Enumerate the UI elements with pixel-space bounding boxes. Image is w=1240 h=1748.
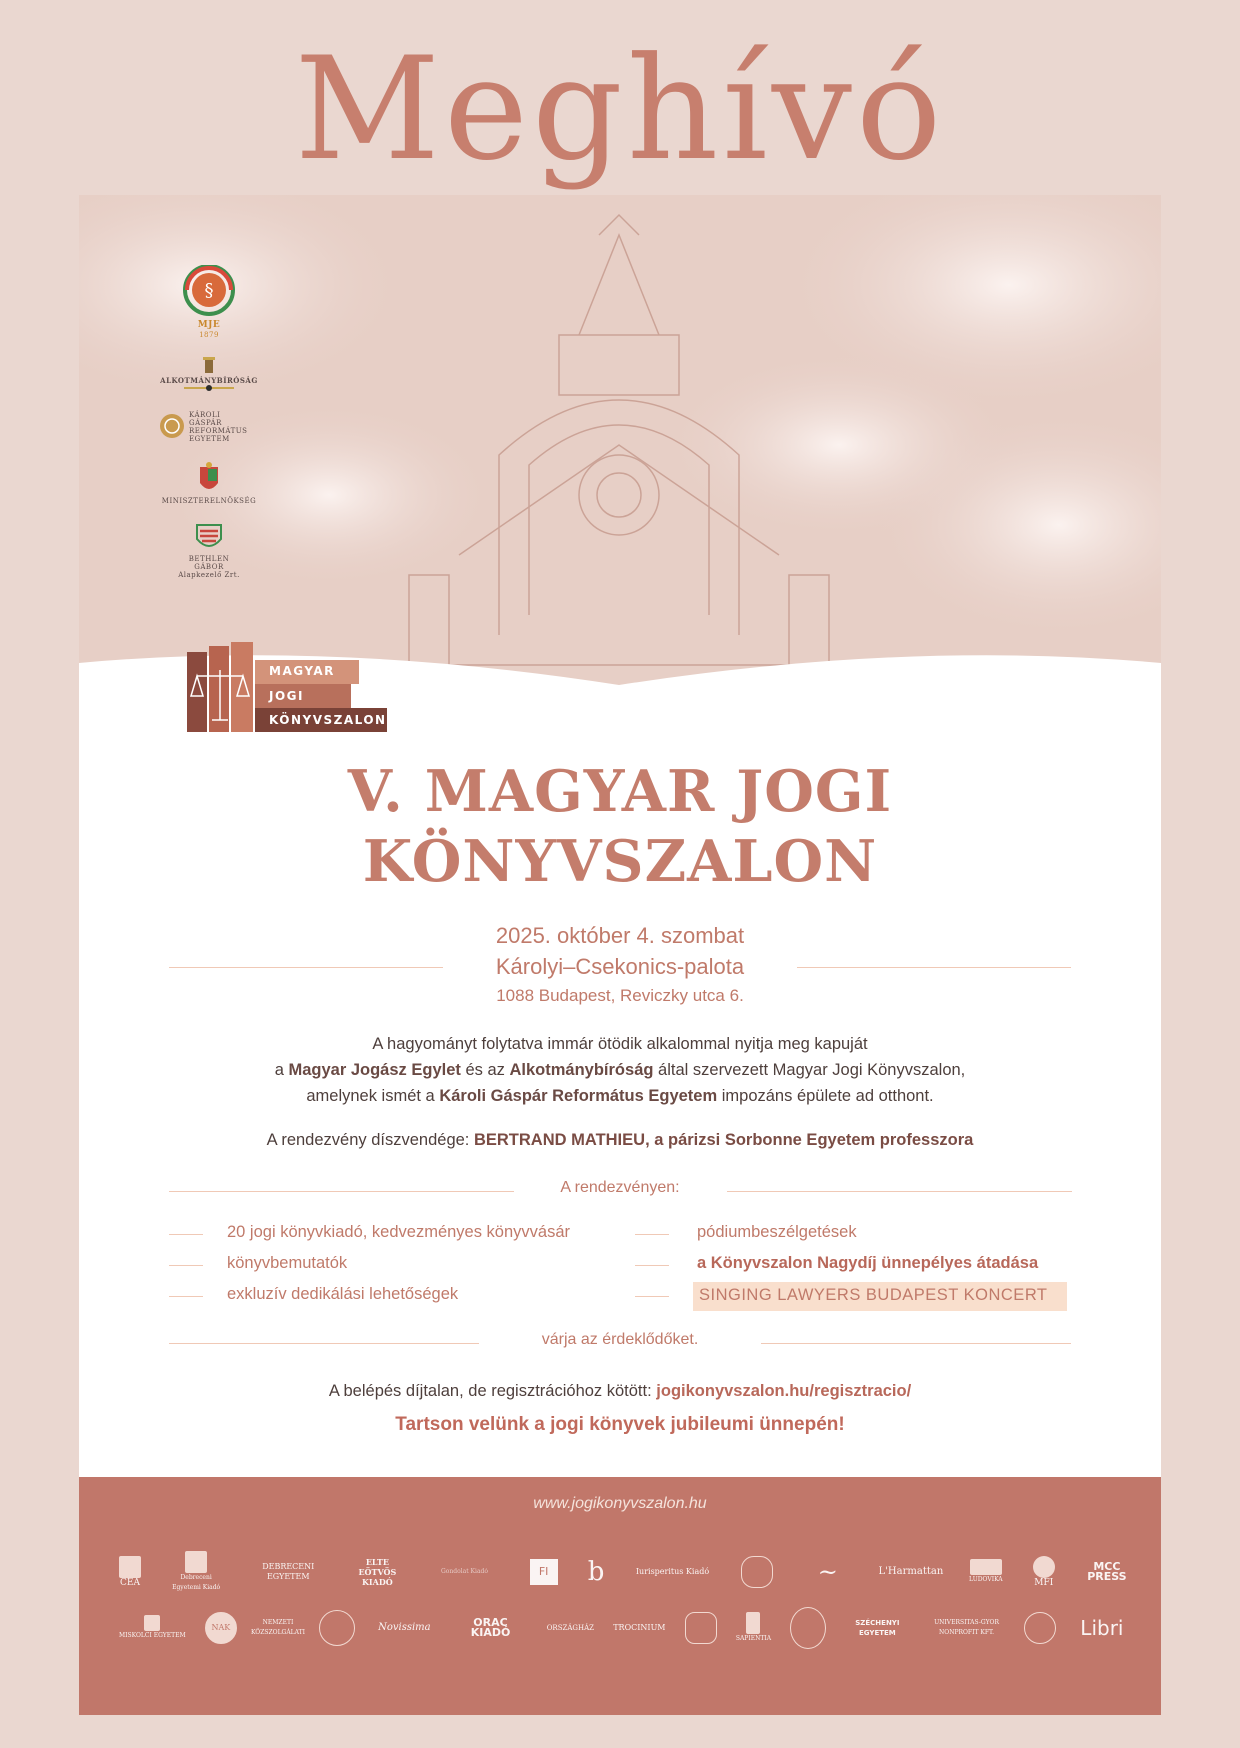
logo-text: NEMZETI KÖZSZOLGÁLATI: [250, 1619, 306, 1636]
guest-label: A rendezvény díszvendége:: [266, 1131, 474, 1149]
brand-line-3: KÖNYVSZALON: [269, 713, 387, 727]
text: impozáns épülete ad otthont.: [717, 1087, 934, 1105]
guest-of-honor: [79, 1131, 1161, 1150]
szechenyi-egyetem-logo: [845, 1618, 909, 1638]
publisher-logo: [685, 1612, 717, 1644]
event-address: 1088 Budapest, Reviczky utca 6.: [496, 986, 744, 1005]
event-details: [79, 920, 1161, 1010]
logo-text: ORSZÁGHÁZ: [546, 1624, 595, 1632]
mje-year: 1879: [199, 331, 219, 339]
logo-text: Debreceni Egyetemi Kiadó: [172, 1574, 221, 1591]
registration-link[interactable]: jogikonyvszalon.hu/regisztracio/: [656, 1382, 912, 1400]
logo-text: L'Harmattan: [878, 1566, 944, 1577]
logo-text: UNIVERSITAS-GYŐR NONPROFIT KFT.: [934, 1619, 999, 1636]
logo-text: ORAC KIADÓ: [470, 1616, 511, 1639]
elte-kiado-logo: [355, 1557, 399, 1587]
logo-mark: [970, 1559, 1002, 1575]
novissima-logo: [374, 1623, 434, 1633]
cea-logo: [119, 1556, 141, 1588]
program-label: A rendezvényen:: [560, 1179, 680, 1196]
intro-line-3: [79, 1083, 1161, 1109]
logo-text: TROCINIUM: [613, 1623, 666, 1632]
logo-text: Gondolat Kiadó: [441, 1568, 488, 1575]
registration-label: A belépés díjtalan, de regisztrációhoz kötött:: [328, 1382, 657, 1400]
org-kre: Károli Gáspár Református Egyetem: [439, 1087, 718, 1105]
event-venue: Károlyi–Csekonics-palota: [495, 954, 745, 979]
publisher-logo: [803, 1558, 853, 1586]
text: által szervezett Magyar Jogi Könyvszalon,: [653, 1061, 966, 1079]
publisher-logos-row-1: [119, 1551, 1129, 1593]
libri-logo: [1075, 1616, 1129, 1640]
invitation-card: [79, 195, 1161, 1715]
harmattan-logo: [878, 1566, 944, 1577]
mje-label: MJE: [197, 320, 221, 330]
program-item-concert: SINGING LAWYERS BUDAPEST KONCERT: [699, 1286, 1048, 1304]
miniszterelnokseg-logo: [159, 461, 259, 505]
brand-line-1: MAGYAR: [269, 664, 335, 678]
publisher-logo: [1024, 1612, 1056, 1644]
logo-mark: [119, 1556, 141, 1578]
guest-name: BERTRAND MATHIEU, a párizsi Sorbonne Egyetem professzora: [473, 1131, 974, 1149]
intro-text: [79, 1031, 1161, 1109]
bullet-dash: [169, 1296, 203, 1297]
text: a: [274, 1061, 289, 1079]
orszaghaz-logo: [547, 1623, 594, 1633]
bullet-dash: [635, 1234, 669, 1235]
logo-text: MFI: [1034, 1578, 1054, 1588]
mje-logo: [159, 265, 259, 339]
logo-text: MCC PRESS: [1087, 1560, 1127, 1583]
closing-text: várja az érdeklődőket.: [541, 1331, 699, 1348]
publisher-logo: [741, 1556, 773, 1588]
program-item-award: a Könyvszalon Nagydíj ünnepélyes átadása: [697, 1254, 1039, 1272]
logo-mark: [685, 1612, 717, 1644]
text: amelynek ismét a: [306, 1087, 440, 1105]
text: és az: [460, 1061, 510, 1079]
logo-mark: [185, 1551, 207, 1573]
sponsor-logos: [159, 265, 259, 597]
logo-text: ~: [817, 1558, 838, 1586]
footer: [79, 1477, 1161, 1715]
event-title: [79, 757, 1161, 897]
logo-text: Iurisperitus Kiadó: [635, 1567, 710, 1576]
svg-text:§: §: [204, 280, 214, 301]
ludovika-logo: [969, 1559, 1003, 1585]
org-alkotmanybirosag: Alkotmánybíróság: [509, 1061, 654, 1079]
miskolci-egyetem-logo: [119, 1615, 186, 1641]
mcc-press-logo: [1085, 1562, 1129, 1582]
orac-kiado-logo: [454, 1618, 528, 1638]
fi-box: [530, 1559, 558, 1585]
sapientia-logo: [736, 1612, 771, 1644]
logo-text: Libri: [1080, 1616, 1124, 1640]
universitas-gyor-logo: [929, 1618, 1005, 1638]
intro-line-1: A hagyományt folytatva immár ötödik alkalommal nyitja meg kapuját: [372, 1035, 868, 1053]
intro-line-2: [79, 1057, 1161, 1083]
fi-logo: [530, 1559, 558, 1585]
logo-text: b: [587, 1557, 605, 1587]
kre-label: KÁROLI GÁSPÁR REFORMÁTUS EGYETEM: [189, 411, 248, 443]
nak-logo: [205, 1612, 237, 1644]
registration-text: [79, 1382, 1161, 1401]
program-item: pódiumbeszélgetések: [697, 1223, 857, 1241]
mfi-logo: [1033, 1556, 1055, 1588]
alkotmanybirosag-logo: [159, 357, 259, 391]
logo-mark: [319, 1610, 355, 1646]
debreceni-kiado-logo: [171, 1551, 221, 1593]
logo-text: CEA: [120, 1578, 140, 1588]
program-item: 20 jogi könyvkiadó, kedvezményes könyvvásár: [227, 1223, 571, 1241]
bullet-dash: [635, 1265, 669, 1266]
miniszterelnokseg-label: MINISZTERELNÖKSÉG: [161, 497, 257, 505]
logo-mark: [1033, 1556, 1055, 1578]
logo-text: MISKOLCI EGYETEM: [119, 1632, 186, 1639]
logo-mark: [741, 1556, 773, 1588]
website-link[interactable]: www.jogikonyvszalon.hu: [533, 1495, 707, 1512]
bullet-dash: [169, 1265, 203, 1266]
logo-mark: [1024, 1612, 1056, 1644]
logo-text: ELTE EÖTVÖS KIADÓ: [358, 1557, 397, 1587]
logo-text: SAPIENTIA: [735, 1635, 772, 1642]
trocinium-logo: [613, 1623, 665, 1633]
call-to-action: Tartson velünk a jogi könyvek jubileumi ünnepén!: [395, 1414, 845, 1435]
nemzeti-kozszolgalati-logo: [250, 1618, 306, 1638]
alkotmanybirosag-label: ALKOTMÁNYBÍRÓSÁG: [160, 376, 258, 385]
logo-mark: [790, 1607, 826, 1649]
bullet-dash: [169, 1234, 203, 1235]
publisher-logos-row-2: [119, 1607, 1129, 1649]
program-item: exkluzív dedikálási lehetőségek: [227, 1285, 459, 1303]
org-mje: Magyar Jogász Egylet: [288, 1061, 461, 1079]
gondolat-logo: [430, 1567, 500, 1577]
kre-logo: [159, 409, 259, 443]
logo-mark: [205, 1612, 237, 1644]
university-seal-logo: [790, 1607, 826, 1649]
bethlen-gabor-label: BETHLEN GÁBOR Alapkezelő Zrt.: [178, 555, 240, 579]
logo-mark: [144, 1615, 160, 1631]
logo-text: SZÉCHENYI EGYETEM: [855, 1619, 900, 1637]
b-logo: [587, 1557, 605, 1587]
logo-text: DEBRECENI EGYETEM: [262, 1562, 315, 1581]
bethlen-gabor-logo: [159, 523, 259, 579]
event-title-line-1: V. MAGYAR JOGI: [347, 758, 893, 825]
brand-line-2: JOGI: [269, 689, 304, 703]
logo-text: FI: [538, 1565, 549, 1578]
event-title-line-2: KÖNYVSZALON: [362, 828, 878, 895]
konyvszalon-logo: [187, 642, 387, 732]
program-item: könyvbemutatók: [227, 1254, 348, 1272]
event-date: 2025. október 4. szombat: [495, 923, 745, 948]
university-seal-logo: [319, 1610, 355, 1646]
logo-text: LUDOVIKA: [969, 1576, 1003, 1583]
bullet-dash: [635, 1296, 669, 1297]
logo-mark: [746, 1612, 760, 1634]
logo-text: Novissima: [378, 1622, 431, 1633]
iurisperitus-logo: [635, 1567, 711, 1577]
debreceni-egyetem-logo: [251, 1562, 325, 1582]
logo-text: NAK: [211, 1623, 231, 1632]
page-title: Meghívó: [294, 27, 946, 192]
